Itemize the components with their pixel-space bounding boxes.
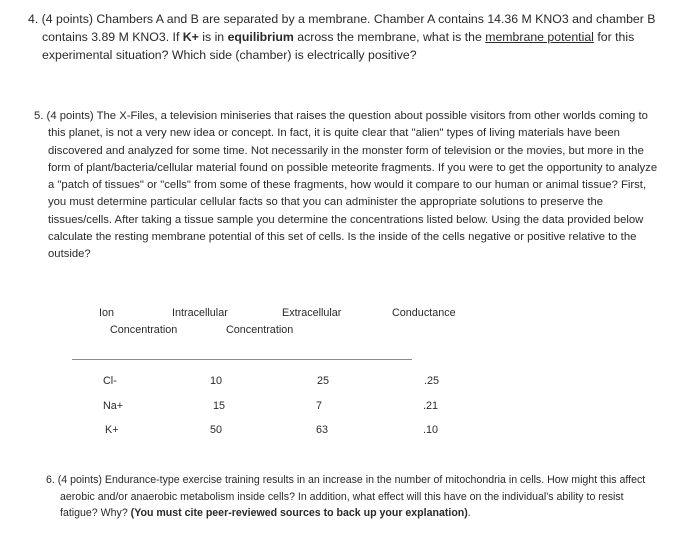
row-extracellular: 7 — [316, 400, 323, 412]
question-6 — [46, 472, 646, 522]
q6-text-end: . — [467, 507, 471, 519]
row-ion: K+ — [105, 424, 119, 436]
q6-citation-note: (You must cite peer-reviewed sources to back up your explanation) — [130, 507, 468, 519]
header-conductance: Conductance — [392, 307, 456, 319]
row-intracellular: 10 — [210, 375, 223, 387]
header-intracellular-concentration: Concentration — [110, 324, 178, 336]
header-extracellular: Extracellular — [282, 307, 342, 319]
question-6-text — [46, 472, 646, 522]
q4-text-mid1: is in — [198, 30, 228, 44]
q4-bold-ion: K+ — [182, 30, 199, 44]
row-ion: Cl- — [103, 375, 117, 387]
row-ion: Na+ — [103, 400, 124, 412]
q4-underlined-term: membrane potential — [485, 30, 594, 44]
header-intracellular: Intracellular — [172, 307, 228, 319]
header-extracellular-concentration: Concentration — [226, 324, 294, 336]
question-5 — [34, 108, 664, 264]
question-4 — [28, 10, 668, 64]
row-conductance: .10 — [423, 424, 439, 436]
row-conductance: .21 — [423, 400, 439, 412]
q4-text-pre: 4. (4 points) Chambers A and B are separated by a membrane. Chamber A contains 14.36 M KNO3 and chamber B contains 3.89 M KNO3. If — [28, 12, 656, 44]
q4-text-post: for this experimental situation? Which side (chamber) is electrically positive? — [42, 30, 635, 62]
row-intracellular: 15 — [213, 400, 226, 412]
row-extracellular: 25 — [317, 375, 330, 387]
row-intracellular: 50 — [210, 424, 223, 436]
row-extracellular: 63 — [316, 424, 329, 436]
question-5-text: 5. (4 points) The X-Files, a television miniseries that raises the question about possible visitors from other worlds coming to this planet, is not a very new idea or concept. In fact, it is quite clear that "alien" types of living materials have been discovered and analyzed for some time. Not necessarily in the monster form of television or the movies, but more in the form of plant/bacteria/cellular material found on possible meteorite fragments. If you were to get the opportunity to analyze a "patch of tissues" or "cells" from some of these fragments, how would it compare to our human or animal tissue? First, you must determine particular cellular facts so that you can administer the appropriate solutions to preserve the tissues/cells. After taking a tissue sample you determine the concentrations listed below. Using the data provided below calculate the resting membrane potential of this set of cells. Is the inside of the cells negative or positive relative to the outside? — [34, 110, 658, 261]
q6-text: 6. (4 points) Endurance-type exercise training results in an increase in the number of mitochondria in cells. How might this affect aerobic and/or anaerobic metabolism inside cells? In addition, what effect will this have on the individual's ability to resist fatigue? Why? — [46, 474, 646, 519]
header-ion: Ion — [99, 307, 115, 319]
q4-bold-equilibrium: equilibrium — [227, 30, 294, 44]
row-conductance: .25 — [424, 375, 440, 387]
q4-text-mid2: across the membrane, what is the — [293, 30, 486, 44]
table-divider — [72, 359, 412, 360]
question-4-text — [28, 10, 668, 64]
